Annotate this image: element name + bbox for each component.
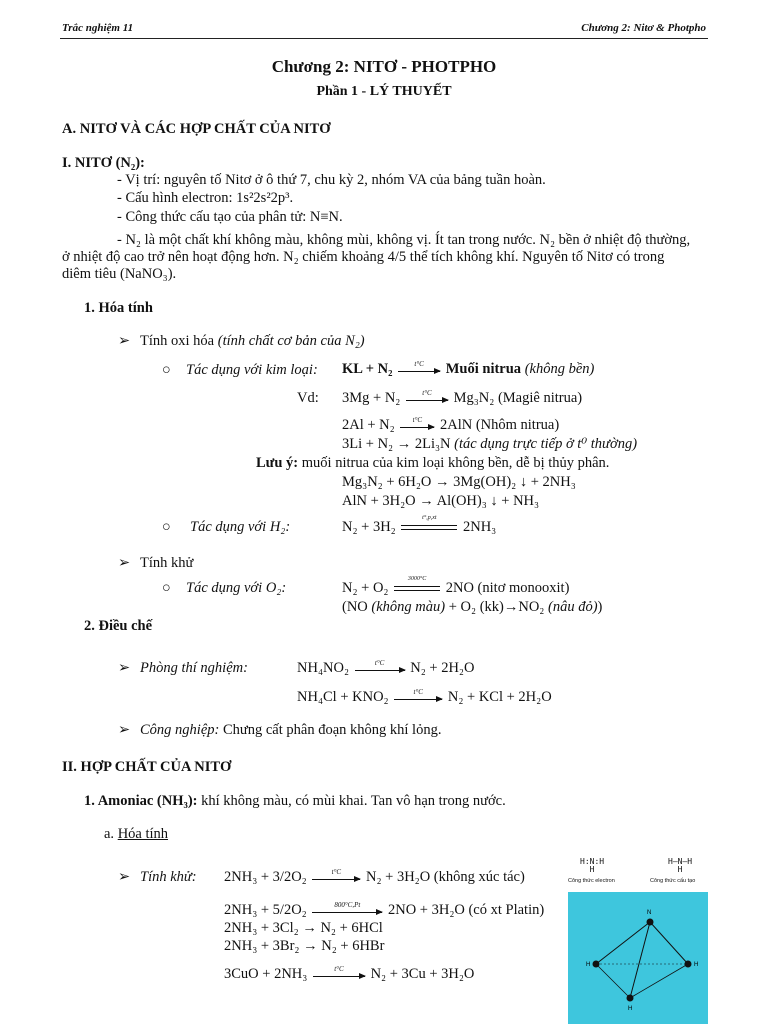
- structural-formula-icon: H–N–H H: [668, 857, 693, 874]
- arrow-icon: →: [503, 599, 519, 615]
- caption-structure: Công thức cấu tạo: [650, 878, 696, 884]
- reaction-vd-1: 3Mg + N₂ t°C Mg₃N₂ (Magiê nitrua): [342, 389, 583, 406]
- circle-bullet-icon: ○: [162, 362, 171, 378]
- reaction-nh3-2: 2NH₃ + 5/2O₂ 800°C,Pt 2NO + 3H₂O (có xt Platin): [224, 901, 545, 918]
- reaction-arrow-icon: t°C: [313, 974, 365, 975]
- reaction-ptn-1: NH₄NO₂ t°C N₂ + 2H₂O: [297, 659, 475, 676]
- reaction-vd-3: 3Li + N₂ → 2Li₃N (tác dụng trực tiếp ở t⁰ thường): [342, 436, 638, 452]
- vd-label: Vd:: [297, 390, 319, 406]
- arrow-icon: →: [435, 474, 450, 490]
- pyramid-model-icon: [568, 892, 708, 1024]
- oxi-hoa-note: (tính chất cơ bản của N₂): [217, 333, 365, 349]
- reaction-nh3-3: 2NH₃ + 3Cl₂ → N₂ + 6HCl: [224, 920, 383, 936]
- oxi-hoa-label: Tính oxi hóa: [140, 333, 218, 349]
- bullet-cong-nghiep: ➢ Công nghiệp: Chưng cất phân đoạn không khí lỏng.: [118, 722, 442, 738]
- atom-label-n: N: [647, 910, 652, 916]
- bullet-nh3-khu: ➢ Tính khử:: [118, 869, 197, 885]
- no-note: (NO (không màu) + O₂ (kk)→NO₂ (nâu đỏ)): [342, 599, 603, 615]
- electron-formula-icon: H:N:H H: [580, 857, 605, 874]
- text-line: - N₂ là một chất khí không màu, không mùi, không vị. Ít tan trong nước. N₂ bền ở nhiệt độ thường,: [117, 232, 691, 248]
- nh3-structure-diagram: [568, 854, 708, 1024]
- hydrogen-atom: [627, 995, 634, 1002]
- reaction-h2: N₂ + 3H₂ t°,p,xt 2NH₃: [342, 514, 497, 535]
- h2-label: Tác dụng với H₂:: [190, 519, 291, 535]
- text-line: diêm tiêu (NaNO₃).: [62, 266, 177, 282]
- atom-label-h: H: [694, 962, 699, 968]
- section-a-heading: A. NITƠ VÀ CÁC HỢP CHẤT CỦA NITƠ: [62, 121, 331, 137]
- reaction-nh3-4: 2NH₃ + 3Br₂ → N₂ + 6HBr: [224, 938, 385, 954]
- arrow-icon: →: [396, 436, 412, 452]
- reaction-hydrolysis-1: Mg₃N₂ + 6H₂O → 3Mg(OH)₂ ↓ + 2NH₃: [342, 474, 576, 490]
- products: Muối nitrua: [445, 361, 522, 377]
- luu-y-line: Lưu ý: muối nitrua của kim loại không bền, dễ bị thủy phân.: [256, 455, 610, 471]
- diagram-background: [568, 892, 708, 1024]
- text-line: - Cấu hình electron: 1s²2s²2p³.: [117, 190, 294, 206]
- amoniac-line: 1. Amoniac (NH₃): khí không màu, có mùi khai. Tan vô hạn trong nước.: [84, 793, 506, 809]
- reaction-arrow-icon: t°C: [355, 668, 405, 669]
- text-line: - Công thức cấu tạo của phân tử: N≡N.: [117, 209, 343, 225]
- kim-loai-label: Tác dụng với kim loại:: [186, 362, 318, 378]
- arrow-bullet-icon: ➢: [118, 722, 131, 738]
- arrow-icon: →: [303, 938, 318, 954]
- equilibrium-arrow-icon: t°,p,xt: [401, 524, 457, 532]
- reactants: KL + N₂: [342, 361, 393, 377]
- equilibrium-arrow-icon: 3000°C: [394, 585, 440, 593]
- hoa-tinh-heading: 1. Hóa tính: [84, 300, 153, 316]
- reaction-arrow-icon: t°C: [312, 877, 360, 878]
- text-line: ở nhiệt độ cao trở nên hoạt động hơn. N₂ chiếm khoảng 4/5 thể tích không khí. Nguyên tố Nitơ có trong: [62, 249, 665, 265]
- reaction-nh3-1: 2NH₃ + 3/2O₂ t°C N₂ + 3H₂O (không xúc tác): [224, 868, 525, 885]
- reaction-arrow-icon: t°C: [406, 398, 448, 399]
- header-rule: [60, 38, 708, 39]
- circle-bullet-icon: ○: [162, 519, 171, 535]
- arrow-icon: →: [302, 920, 317, 936]
- reaction-kim-loai: [342, 361, 594, 378]
- bullet-oxi-hoa: [118, 333, 365, 350]
- atom-label-h: H: [586, 962, 591, 968]
- arrow-bullet-icon: ➢: [118, 660, 131, 676]
- hydrogen-atom: [593, 961, 600, 968]
- bullet-tinh-khu: ➢ Tính khử: [118, 555, 194, 571]
- reaction-arrow-icon: t°C: [400, 425, 434, 426]
- arrow-icon: →: [419, 493, 434, 509]
- arrow-bullet-icon: ➢: [118, 869, 131, 885]
- section-2-heading: II. HỢP CHẤT CỦA NITƠ: [62, 759, 232, 775]
- note: (không bền): [521, 361, 595, 377]
- page-title: Chương 2: NITƠ - PHOTPHO: [271, 57, 497, 76]
- arrow-bullet-icon: ➢: [118, 555, 131, 571]
- dieu-che-heading: 2. Điều chế: [84, 618, 153, 634]
- arrow-bullet-icon: ➢: [118, 333, 131, 349]
- nitrogen-atom: [647, 919, 654, 926]
- reaction-arrow-icon: t°C: [398, 369, 440, 370]
- reaction-o2: N₂ + O₂ 3000°C 2NO (nitơ monooxit): [342, 575, 570, 596]
- caption-electron: Công thức electron: [568, 878, 615, 884]
- reaction-nh3-5: 3CuO + 2NH₃ t°C N₂ + 3Cu + 3H₂O: [224, 965, 475, 982]
- reaction-ptn-2: NH₄Cl + KNO₂ t°C N₂ + KCl + 2H₂O: [297, 688, 552, 705]
- section-1-heading: I. NITƠ (N₂):: [62, 155, 145, 171]
- circle-bullet-icon: ○: [162, 580, 171, 596]
- atom-label-h: H: [628, 1006, 633, 1012]
- o2-label: Tác dụng với O₂:: [186, 580, 287, 596]
- hydrogen-atom: [685, 961, 692, 968]
- text-line: - Vị trí: nguyên tố Nitơ ở ô thứ 7, chu kỳ 2, nhóm VA của bảng tuần hoàn.: [117, 172, 546, 188]
- a-hoa-tinh-heading: a. Hóa tính: [104, 826, 169, 842]
- reaction-vd-2: 2Al + N₂ t°C 2AlN (Nhôm nitrua): [342, 416, 560, 433]
- bullet-ptn: ➢ Phòng thí nghiệm:: [118, 660, 248, 676]
- reaction-hydrolysis-2: AlN + 3H₂O → Al(OH)₃ ↓ + NH₃: [342, 493, 540, 509]
- reaction-arrow-icon: 800°C,Pt: [312, 910, 382, 911]
- reaction-arrow-icon: t°C: [394, 697, 442, 698]
- page-subtitle: Phần 1 - LÝ THUYẾT: [316, 84, 452, 99]
- header-left: Trắc nghiệm 11: [62, 22, 134, 34]
- header-right: Chương 2: Nitơ & Photpho: [581, 22, 706, 34]
